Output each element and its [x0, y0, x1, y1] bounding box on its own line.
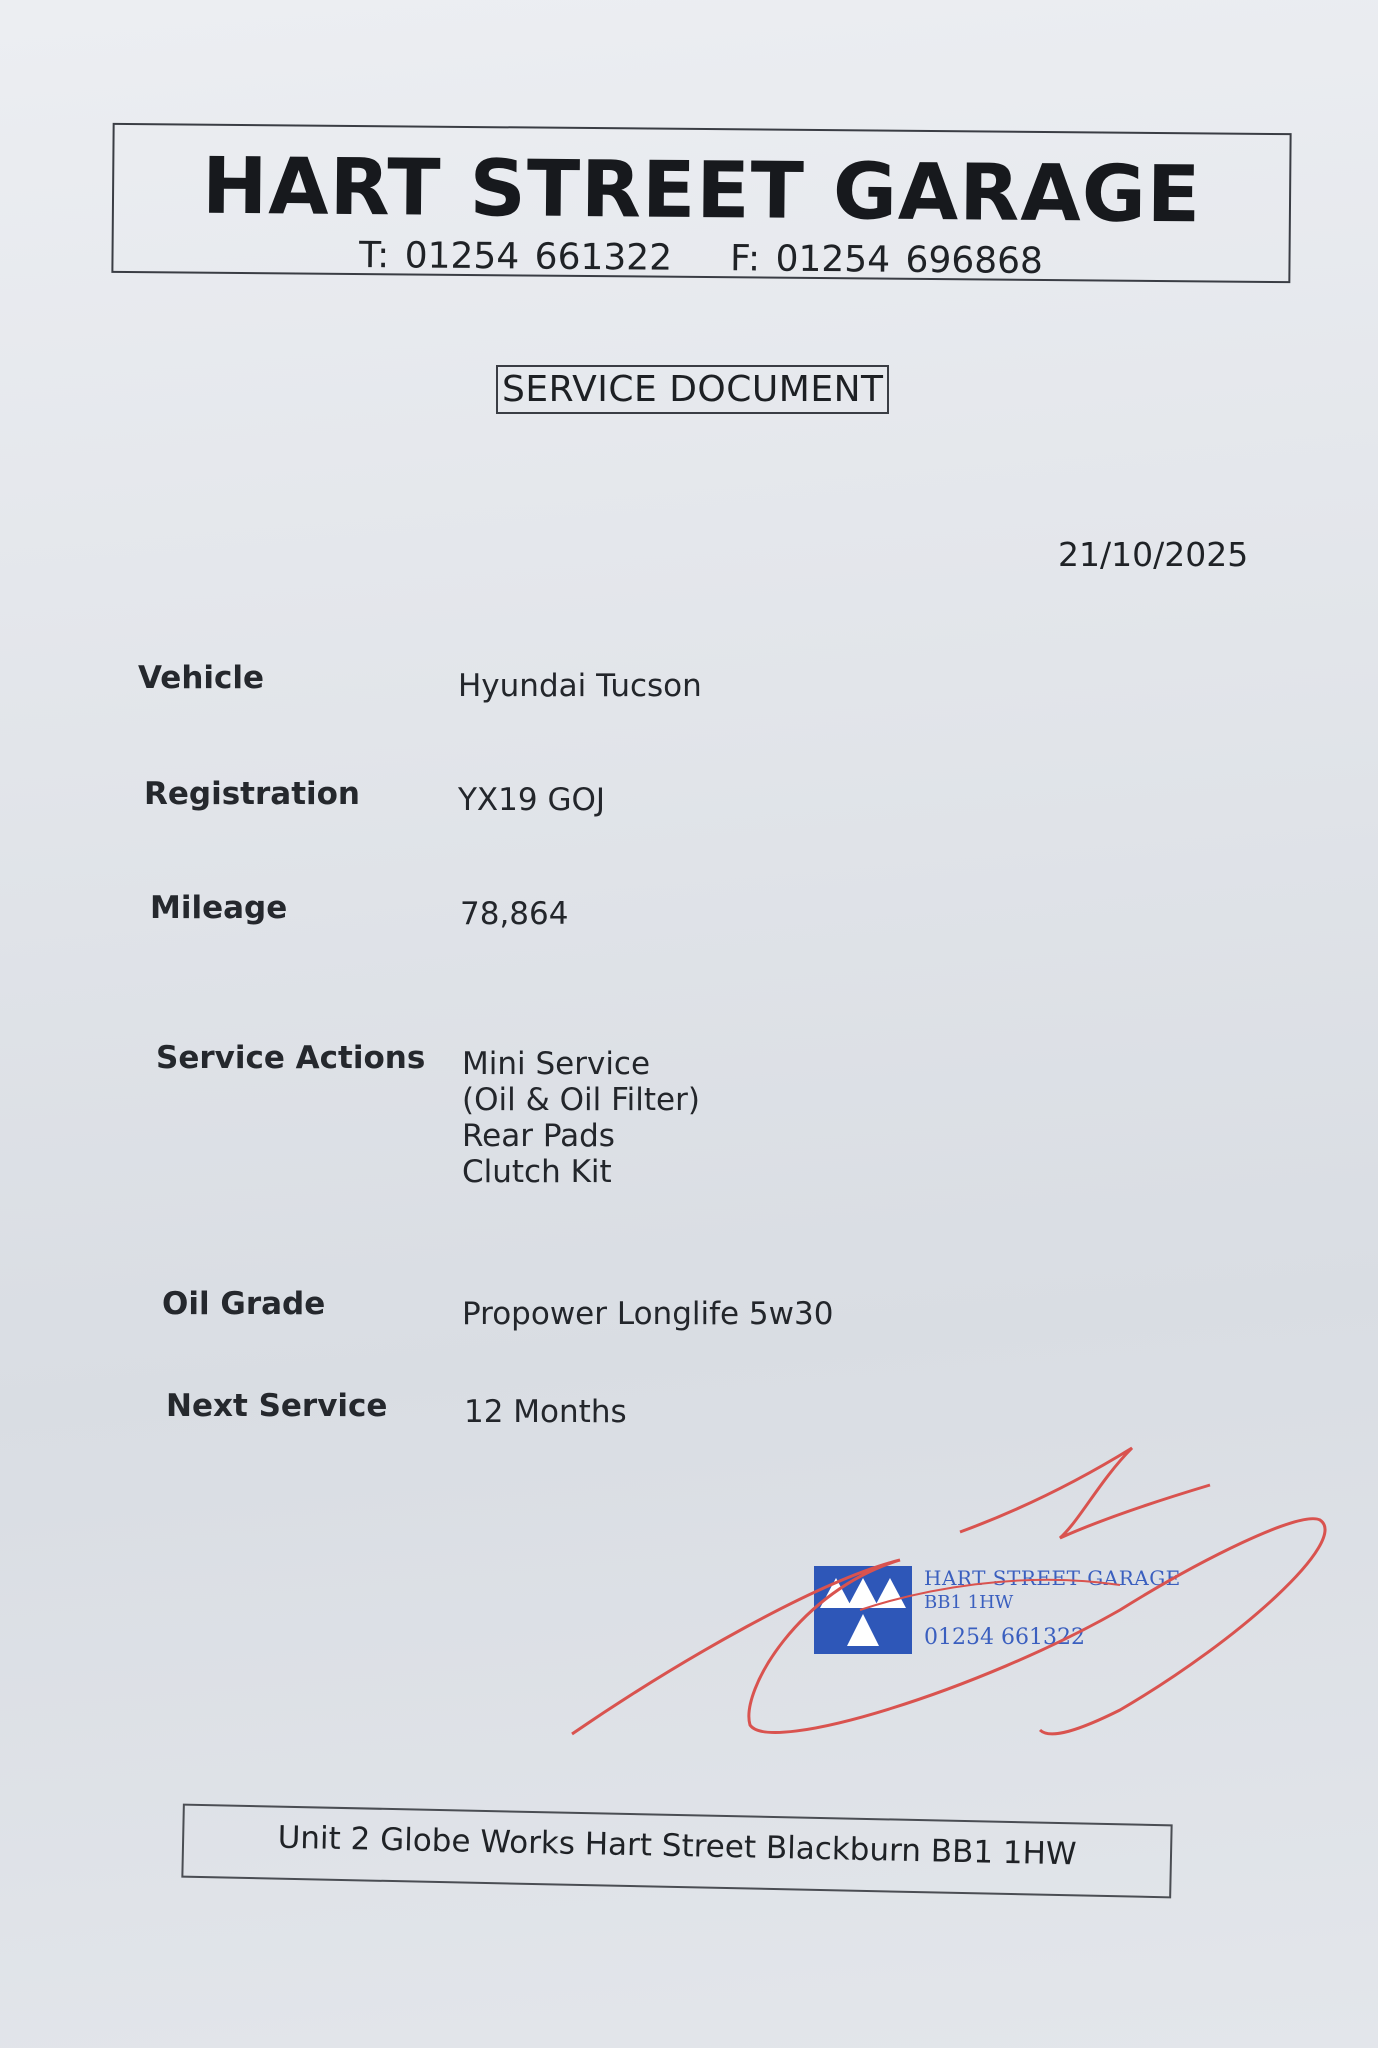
handwritten-signature — [560, 1440, 1340, 1760]
stamp-garage-name: HART STREET GARAGE — [924, 1566, 1181, 1590]
document-type-heading: SERVICE DOCUMENT — [496, 365, 889, 414]
document-date: 21/10/2025 — [1058, 535, 1249, 574]
mileage-value: 78,864 — [460, 896, 569, 932]
contact-numbers — [113, 233, 1288, 284]
footer-address: Unit 2 Globe Works Hart Street Blackburn BB1 1HW — [277, 1819, 1077, 1873]
next-service-value: 12 Months — [464, 1394, 627, 1430]
telephone-number: T: 01254 661322 — [358, 235, 673, 279]
stamp-postcode: BB1 1HW — [924, 1592, 1014, 1613]
garage-title: HART STREET GARAGE — [201, 141, 1202, 241]
service-action-item: Mini Service — [462, 1046, 651, 1082]
footer-address-box — [181, 1804, 1172, 1899]
vehicle-label: Vehicle — [138, 660, 265, 696]
service-action-item: Rear Pads — [462, 1118, 615, 1154]
service-action-item: Clutch Kit — [462, 1154, 612, 1190]
registration-value: YX19 GOJ — [458, 782, 606, 818]
stamp-phone: 01254 661322 — [924, 1625, 1085, 1650]
next-service-label: Next Service — [166, 1388, 388, 1424]
mileage-label: Mileage — [150, 890, 288, 926]
registration-label: Registration — [144, 776, 361, 812]
service-actions-label: Service Actions — [156, 1040, 426, 1076]
service-actions-list — [462, 1046, 700, 1190]
vehicle-value: Hyundai Tucson — [458, 668, 702, 704]
header-box — [111, 123, 1291, 283]
fax-number: F: 01254 696868 — [729, 238, 1044, 282]
service-action-item: (Oil & Oil Filter) — [462, 1082, 700, 1118]
oil-grade-label: Oil Grade — [162, 1286, 326, 1322]
oil-grade-value: Propower Longlife 5w30 — [462, 1296, 834, 1332]
